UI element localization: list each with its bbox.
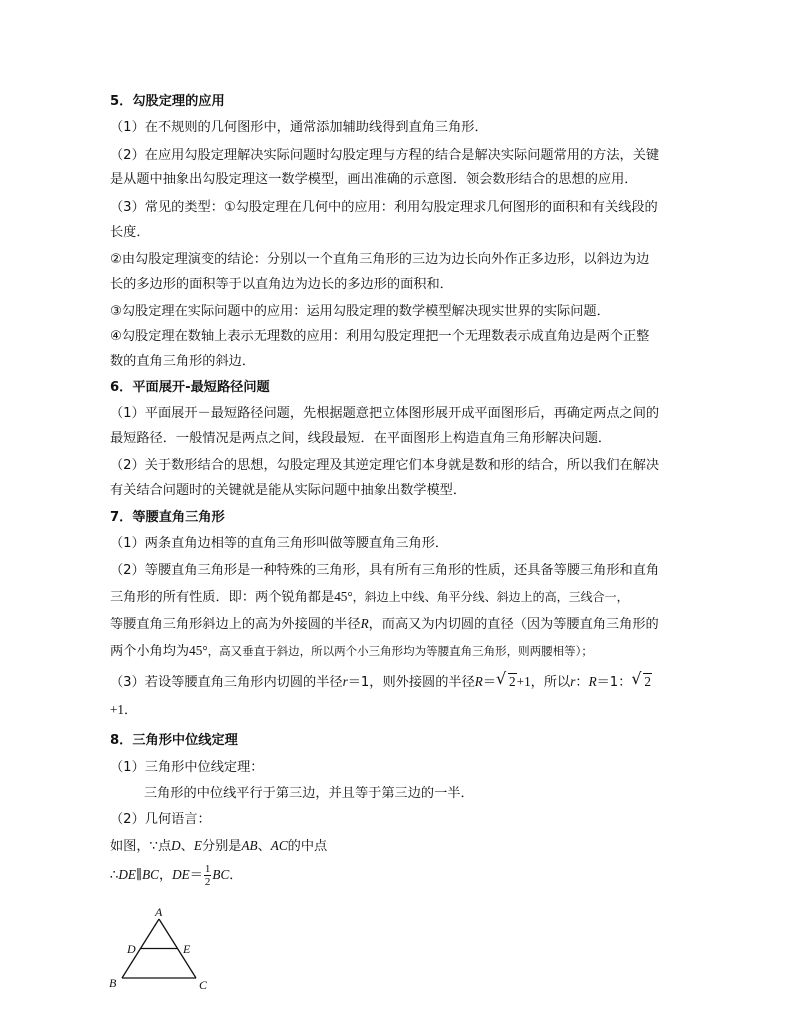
seg-BC-b: BC (212, 867, 230, 882)
s8-p1: （1）三角形中位线定理： (110, 760, 264, 775)
s7-p3-mid: ，所以 (530, 675, 571, 690)
s5-p4b: 长的多边形的面积等于以直角边为边长的多边形的面积和． (110, 277, 453, 292)
sqrt-2-b (631, 669, 652, 693)
var-R: R (360, 616, 369, 631)
s6-p1a: （1）平面展开－最短路径问题，先根据题意把立体图形展开成平面图形后，再确定两点之间的 (110, 406, 660, 421)
sqrt-2 (496, 669, 517, 693)
seg-AC: AC (270, 838, 288, 853)
pt-E: E (193, 838, 202, 853)
s7-p2b (110, 587, 690, 608)
s5-p4a: ②由勾股定理演变的结论：分别以一个直角三角形的三边为边长向外作正多边形，以斜边为边 (110, 252, 650, 267)
section-5-heading: 5．勾股定理的应用 (110, 94, 225, 109)
s7-p2a: （2）等腰直角三角形是一种特殊的三角形，具有所有三角形的性质，还具备等腰三角形和直角 (110, 563, 660, 578)
sep-1: 、 (180, 839, 194, 854)
sqrt-2-value: 2 (509, 674, 516, 689)
s7-p2c-pre: 等腰直角三角形斜边上的高为外接圆的半径 (110, 617, 361, 632)
pt-D: D (171, 838, 181, 853)
s5-p6a: ④勾股定理在数轴上表示无理数的应用：利用勾股定理把一个无理数表示成直角边是两个正整 (110, 329, 650, 344)
eq-sign: ＝ (482, 675, 497, 690)
colon: ： (575, 675, 589, 690)
s7-p2b-post: ，斜边上中线、角平分线、斜边上的高，三线合一， (352, 590, 629, 604)
s7-p2d-pre: 两个小角均为 (110, 644, 190, 659)
radical-sign-icon-b: √ (631, 669, 642, 688)
frac-den: 2 (204, 875, 211, 888)
s5-p5: ③勾股定理在实际问题中的应用：运用勾股定理的数学模型解决现实世界的实际问题． (110, 304, 610, 319)
s8-p3-mid: 分别是 (201, 839, 242, 854)
deg-45-b: 45° (189, 643, 208, 658)
seg-AB: AB (241, 838, 258, 853)
s5-p6b: 数的直角三角形的斜边． (110, 354, 256, 369)
s6-p1b: 最短路径．一般情况是两点之间，线段最短．在平面图形上构造直角三角形解决问题． (110, 431, 612, 446)
label-C: C (199, 978, 208, 992)
s7-p2d-post: ，高又垂直于斜边，所以两个小三角形均为等腰直角三角形，则两腰相等）； (207, 644, 593, 658)
seg-DE: DE (118, 867, 136, 882)
s8-p3-pre: 如图，∵点 (110, 839, 172, 854)
label-E: E (183, 942, 191, 956)
eq-sign-b: ＝ (189, 868, 203, 883)
label-B: B (109, 976, 117, 990)
s8-p4 (110, 862, 690, 889)
deg-45: 45° (334, 589, 353, 604)
triangle-midline-figure (105, 905, 225, 995)
var-r-b: r (570, 674, 576, 689)
s5-p3b: 长度． (110, 225, 150, 240)
s7-p1: （1）两条直角边相等的直角三角形叫做等腰直角三角形． (110, 536, 449, 551)
s7-p3-eq2: ＝1： (596, 675, 632, 690)
s6-p2b: 有关结合问题时的关键就是能从实际问题中抽象出数学模型． (110, 483, 467, 498)
label-D: D (127, 942, 136, 956)
radical-sign-icon: √ (496, 669, 507, 688)
section-6-heading: 6．平面展开-最短路径问题 (110, 380, 270, 395)
section-8-heading: 8．三角形中位线定理 (110, 733, 238, 748)
var-R-b: R (474, 674, 483, 689)
s5-p3a: （3）常见的类型：①勾股定理在几何中的应用：利用勾股定理求几何图形的面积和有关线段的 (110, 200, 658, 215)
seg-DE-b: DE (172, 867, 190, 882)
frac-num: 1 (204, 862, 211, 875)
parallel-sign: ∥ (135, 867, 143, 882)
section-7-heading: 7．等腰直角三角形 (110, 510, 225, 525)
fraction-half (204, 863, 212, 888)
label-A: A (155, 905, 163, 919)
comma: ， (158, 868, 173, 883)
seg-BC: BC (142, 867, 159, 882)
plus-one: +1 (516, 674, 531, 689)
s8-p1b: 三角形的中位线平行于第三边，并且等于第三边的一半． (144, 786, 474, 801)
var-r: r (342, 674, 348, 689)
sep-2: 、 (257, 839, 271, 854)
s5-p2a: （2）在应用勾股定理解决实际问题时勾股定理与方程的结合是解决实际问题常用的方法，关键 (110, 148, 660, 163)
s8-p2: （2）几何语言： (110, 812, 211, 827)
s7-p2c-post: ，而高又为内切圆的直径（因为等腰直角三角形的 (368, 617, 659, 632)
s5-p1: （1）在不规则的几何图形中，通常添加辅助线得到直角三角形． (110, 120, 488, 135)
s7-p3-eq1: ＝1，则外接圆的半径 (347, 675, 475, 690)
s7-p2b-pre: 三角形的所有性质．即：两个锐角都是 (110, 590, 335, 605)
therefore: ∴ (110, 868, 119, 883)
s7-p2d (110, 641, 690, 662)
s5-p2b: 是从题中抽象出勾股定理这一数学模型，画出准确的示意图．领会数形结合的思想的应用． (110, 172, 638, 187)
s8-p3 (110, 836, 690, 857)
sqrt-2-value-b: 2 (644, 674, 651, 689)
s8-p3-end: 的中点 (287, 839, 328, 854)
s7-p3 (110, 669, 690, 693)
s7-p3-pre: （3）若设等腰直角三角形内切圆的半径 (110, 675, 343, 690)
s7-p3-end: +1． (110, 702, 138, 717)
s7-p2c (110, 614, 690, 635)
s6-p2a: （2）关于数形结合的思想，勾股定理及其逆定理它们本身就是数和形的结合，所以我们在解决 (110, 458, 660, 473)
period: ． (229, 868, 243, 883)
var-R-c: R (588, 674, 597, 689)
